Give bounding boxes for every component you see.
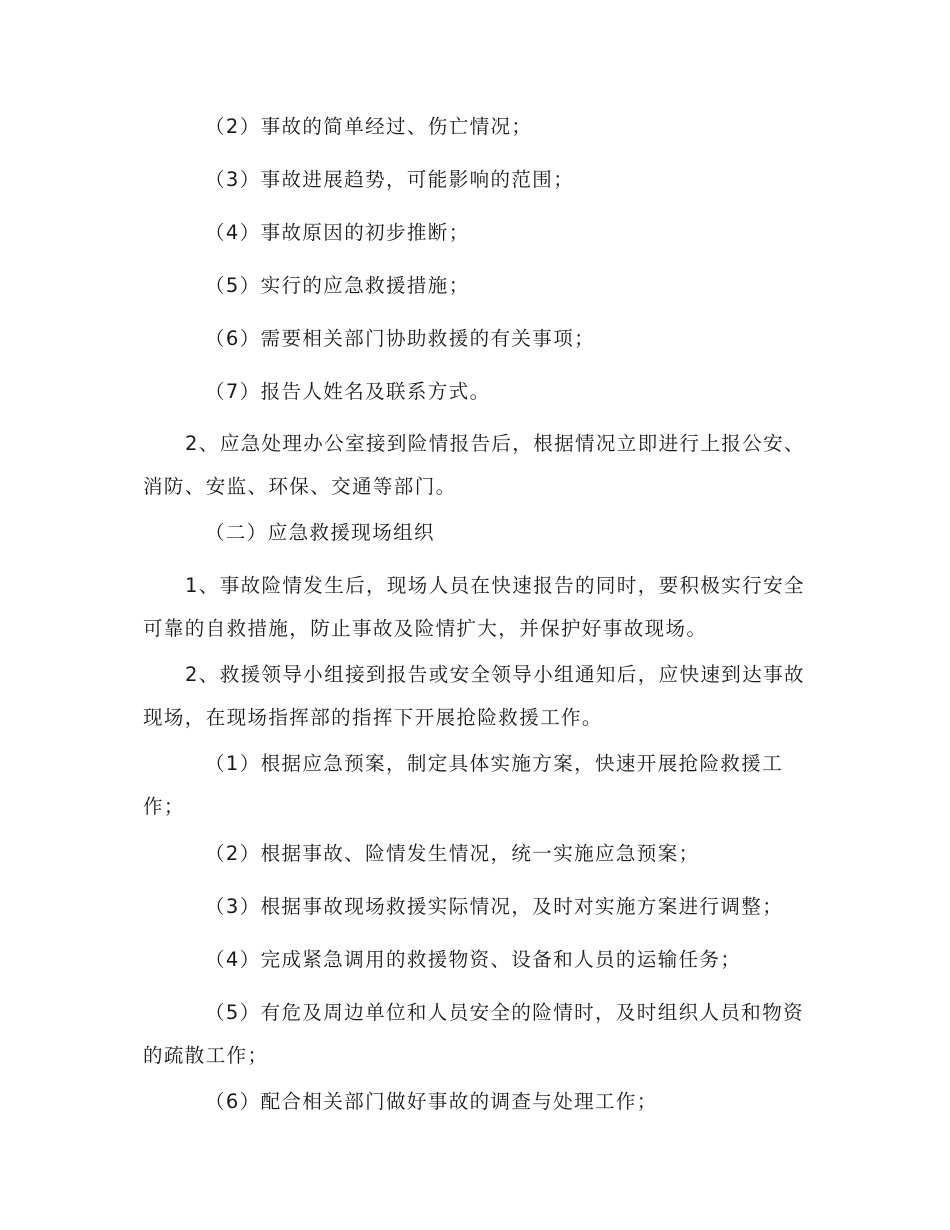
- list-item: （5）实行的应急救援措施；: [205, 274, 470, 297]
- paragraph-site-1: 1、事故险情发生后，现场人员在快速报告的同时，要积极实行安全可靠的自救措施，防止事故及险情扩大，并保护好事故现场。: [143, 574, 805, 640]
- list-item: （3）事故进展趋势，可能影响的范围；: [205, 168, 575, 191]
- sub-item: （4）完成紧急调用的救援物资、设备和人员的运输任务；: [205, 948, 742, 971]
- sub-item: （3）根据事故现场救援实际情况，及时对实施方案进行调整；: [205, 895, 784, 918]
- list-item: （6）需要相关部门协助救援的有关事项；: [205, 327, 596, 350]
- sub-item: （1）根据应急预案，制定具体实施方案，快速开展抢险救援工作；: [143, 752, 784, 818]
- paragraph-report: 2、应急处理办公室接到险情报告后，根据情况立即进行上报公安、消防、安监、环保、交通等部门。: [143, 432, 805, 498]
- list-item: （4）事故原因的初步推断；: [205, 221, 470, 244]
- list-item: （7）报告人姓名及联系方式。: [205, 380, 491, 403]
- section-heading: （二）应急救援现场组织: [205, 521, 435, 544]
- sub-item: （6）配合相关部门做好事故的调查与处理工作；: [205, 1090, 658, 1113]
- sub-item: （2）根据事故、险情发生情况，统一实施应急预案；: [205, 842, 700, 865]
- list-item: （2）事故的简单经过、伤亡情况；: [205, 115, 533, 138]
- sub-item: （5）有危及周边单位和人员安全的险情时，及时组织人员和物资的疏散工作；: [143, 1001, 805, 1067]
- paragraph-site-2: 2、救援领导小组接到报告或安全领导小组通知后，应快速到达事故现场，在现场指挥部的指挥下开展抢险救援工作。: [143, 663, 805, 729]
